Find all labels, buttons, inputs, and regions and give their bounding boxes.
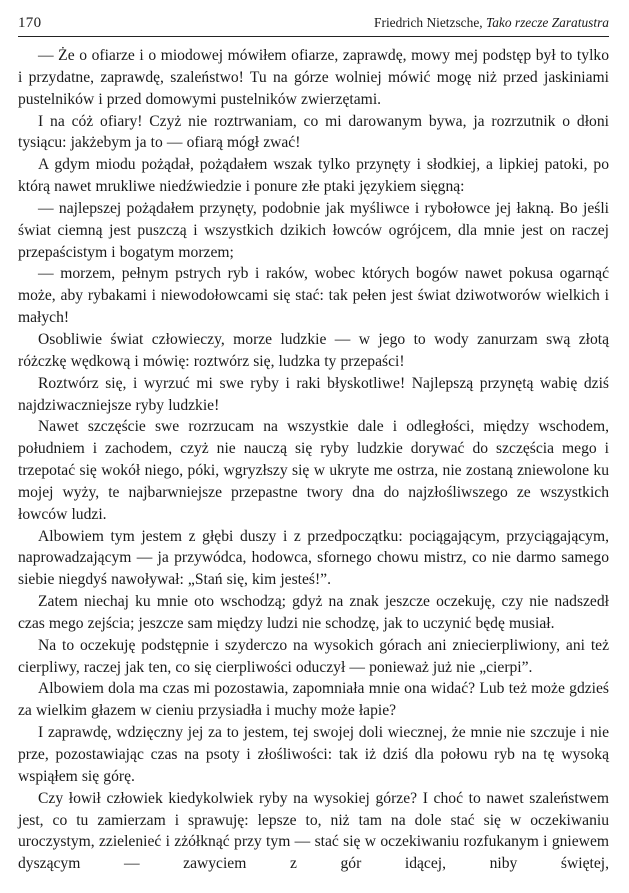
paragraph: — Że o ofiarze i o miodowej mówiłem ofiarze, zaprawdę, mowy mej podstęp był to tylko i przydatne, zaprawdę, szaleństwo! Tu na górze wolniej mówić mogę niż przed jaskiniami pustelników i przed domowymi pustelników zwierzętami. <box>18 47 609 108</box>
paragraph: A gdym miodu pożądał, pożądałem wszak tylko przynęty i słodkiej, a lipkiej patoki, po którą nawet mrukliwe niedźwiedzie i ponure złe ptaki językiem sięgną: <box>18 156 609 196</box>
paragraph: Osobliwie świat człowieczy, morze ludzkie — w jego to wody zanurzam swą złotą różczkę wędkową i mówię: roztwórz się, ludzka ty przepaści! <box>18 330 609 370</box>
paragraph: Roztwórz się, i wyrzuć mi swe ryby i raki błyskotliwe! Najlepszą przynętą wabię dziś najdziwaczniejsze ryby ludzkie! <box>18 374 609 414</box>
paragraph: Czy łowił człowiek kiedykolwiek ryby na wysokiej górze? I choć to nawet szaleństwem jest, co tu zamierzam i sprawuję: lepsze to, niż tam na dole stać się w oczekiwaniu uroczystym, zzielenieć i zżółknąć przy tym — stać się w oczekiwaniu rozfukanym i gniewem dyszącym — zawyciem z gór idącej, niby świętej, <box>18 789 609 873</box>
paragraph: Na to oczekuję podstępnie i szyderczo na wysokich górach ani zniecierpliwiony, ani też cierpliwy, raczej jak ten, co się cierpliwości oduczył — ponieważ już nie „cierpi”. <box>18 636 609 676</box>
paragraph: Albowiem dola ma czas mi pozostawia, zapomniała mnie ona widać? Lub też może gdzieś za wielkim głazem w cieniu przysiadła i muchy może łapie? <box>18 680 609 720</box>
author-name: Friedrich Nietzsche, <box>374 15 483 30</box>
running-title <box>374 14 609 32</box>
paragraph: — najlepszej pożądałem przynęty, podobnie jak myśliwce i rybołowce jej łakną. Bo jeśli świat ciemną jest puszczą i wszystkich dzikich łowców ogrójcem, dla mnie jest on raczej przepaścistym i bogatym morzem; <box>18 199 609 261</box>
paragraph: I na cóż ofiary! Czyż nie roztrwaniam, co mi darowanym bywa, ja rozrzutnik o dłoni tysiącu: jakżebym ja to — ofiarą mógł zwać! <box>18 112 609 152</box>
paragraph: — morzem, pełnym pstrych ryb i raków, wobec których bogów nawet pokusa ogarnąć może, aby rybakami i niewodołowcami się stać: tak pełen jest świat dziwotworów wielkich i małych! <box>18 265 609 327</box>
paragraph: Albowiem tym jestem z głębi duszy i z przedpoczątku: pociągającym, przyciągającym, naprowadzającym — ja przywódca, hodowca, sfornego chowu mistrz, co nie darmo samego siebie niegdyś nawoływał: „Stań się, kim jesteś!”. <box>18 527 609 589</box>
paragraph: Nawet szczęście swe rozrzucam na wszystkie dale i odległości, między wschodem, południem i zachodem, czyż nie nauczą się ryby ludzkie dorywać do szczęścia mego i trzepotać się wokół niego, póki, wgryzłszy się w ukryte me ostrza, nie zostaną zniewolone ku mojej wyży, te najbarwniejsze przepastne twory dna do najzłośliwszego ze wszystkich łowców ludzi. <box>18 418 609 523</box>
page-number: 170 <box>18 15 42 31</box>
paragraph: Zatem niechaj ku mnie oto wschodzą; gdyż na znak jeszcze oczekuję, czy nie nadszedł czas mego zejścia; jeszcze sam między ludzi nie schodzę, jak to uczynić będę musiał. <box>18 593 609 632</box>
running-header <box>18 14 609 37</box>
page-body <box>18 45 609 875</box>
paragraph: I zaprawdę, wdzięczny jej za to jestem, tej swojej doli wiecznej, że mnie nie szczuje i nie prze, pozostawiając czas na psoty i złośliwości: tak iż dziś dla połowu ryb na tę wysoką wspiąłem się górę. <box>18 724 609 785</box>
book-title: Tako rzecze Zaratustra <box>485 15 609 30</box>
